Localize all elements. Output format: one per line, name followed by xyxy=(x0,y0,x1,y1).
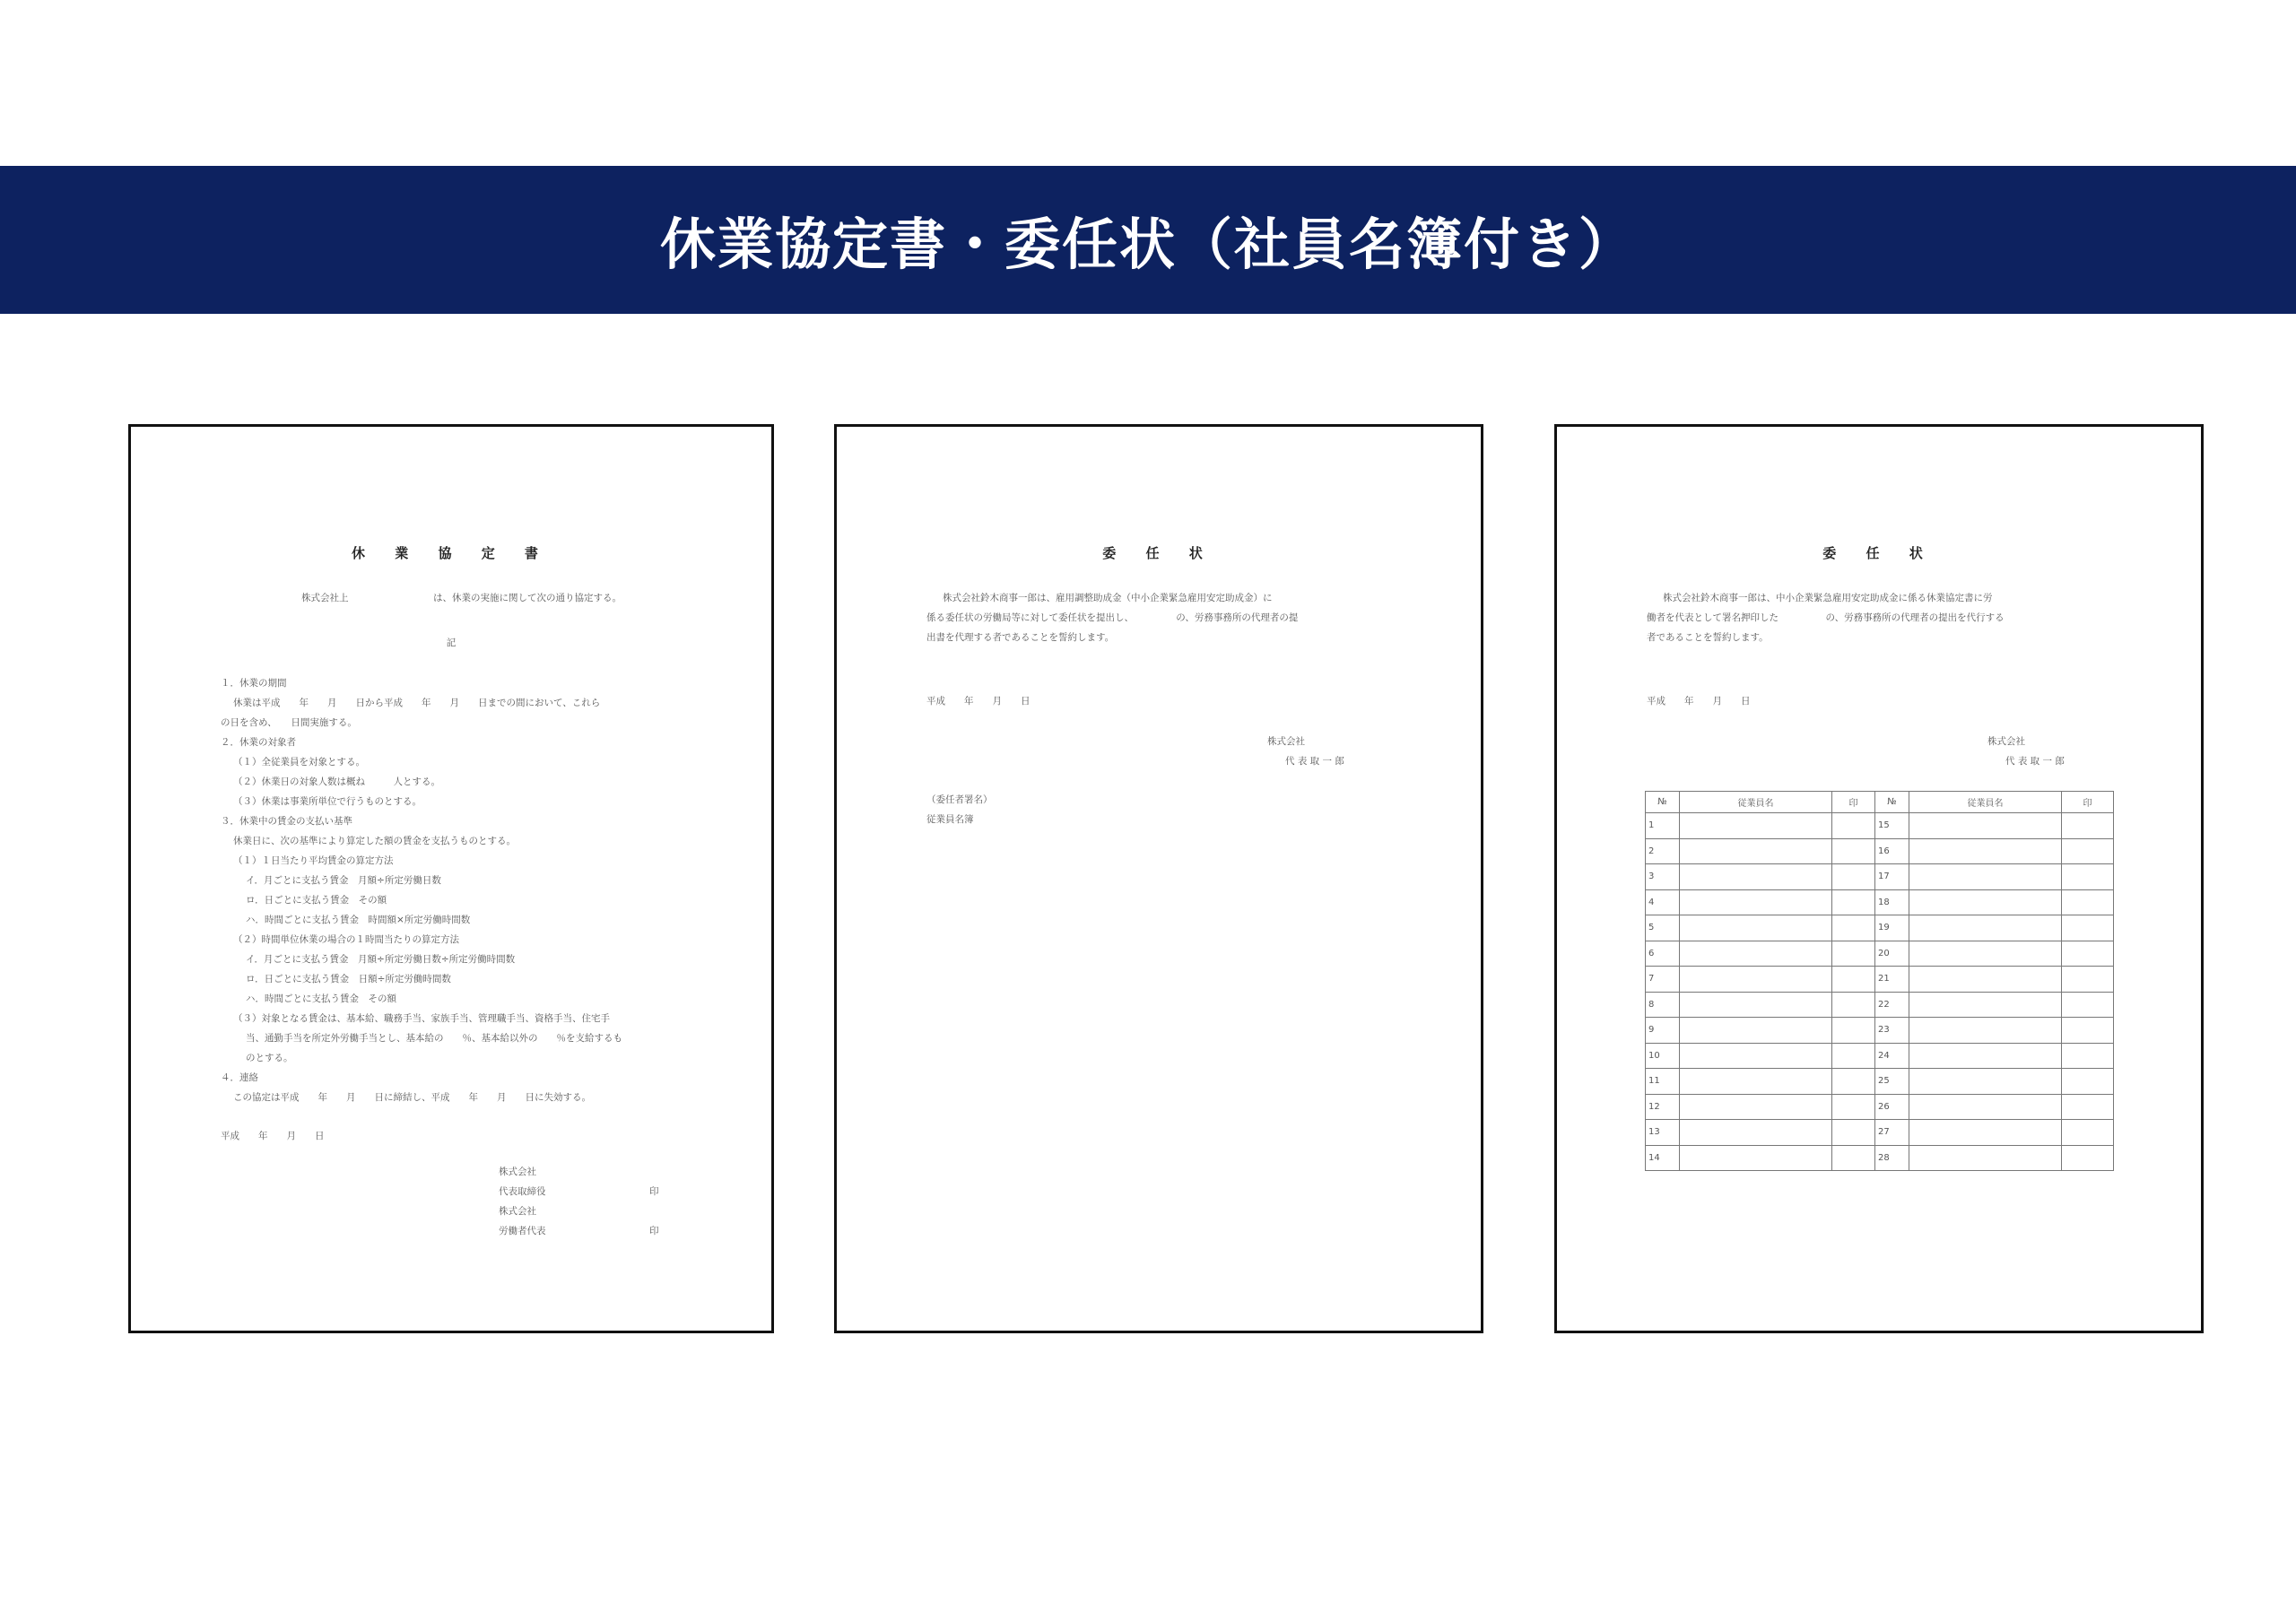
doc-text-line: 株式会社上 は、休業の実施に関して次の通り協定する。 xyxy=(301,593,622,603)
table-header-cell: 印 xyxy=(2062,792,2114,813)
document-thumbnail-kyugyo-kyoteisho[interactable] xyxy=(128,424,774,1333)
employee-roster-table xyxy=(1645,791,2114,1171)
doc-text-line: 係る委任状の労働局等に対して委任状を提出し、 の、労務事務所の代理者の提 xyxy=(926,612,1299,623)
employee-name-cell[interactable] xyxy=(1680,941,1832,967)
employee-name-cell[interactable] xyxy=(1680,1094,1832,1120)
table-row xyxy=(1646,1094,2114,1120)
employee-name-cell[interactable] xyxy=(1909,967,2062,993)
seal-cell[interactable] xyxy=(1832,941,1875,967)
row-number-cell: 20 xyxy=(1875,941,1909,967)
doc-text-line: この協定は平成 年 月 日に締結し、平成 年 月 日に失効する。 xyxy=(233,1092,591,1103)
employee-name-cell[interactable] xyxy=(1909,813,2062,839)
table-header-cell: 従業員名 xyxy=(1909,792,2062,813)
table-row xyxy=(1646,1043,2114,1069)
employee-name-cell[interactable] xyxy=(1909,889,2062,915)
doc-text-line: イ．月ごとに支払う賃金 月額÷所定労働日数 xyxy=(246,875,441,886)
seal-cell[interactable] xyxy=(1832,1120,1875,1146)
doc-text-line: 当、通勤手当を所定外労働手当とし、基本給の ％、基本給以外の ％を支給するも xyxy=(246,1033,622,1044)
doc-text-line: イ．月ごとに支払う賃金 月額÷所定労働日数÷所定労働時間数 xyxy=(246,954,516,965)
doc-text-line: （３）対象となる賃金は、基本給、職務手当、家族手当、管理職手当、資格手当、住宅手 xyxy=(233,1013,610,1024)
row-number-cell: 14 xyxy=(1646,1145,1680,1171)
seal-cell[interactable] xyxy=(2062,1043,2114,1069)
seal-cell[interactable] xyxy=(2062,889,2114,915)
doc-text-line: 平成 年 月 日 xyxy=(1647,696,1751,707)
header-banner xyxy=(0,166,2296,314)
seal-cell[interactable] xyxy=(2062,992,2114,1018)
doc-text-line: ４．連絡 xyxy=(221,1072,258,1083)
doc-text-line: 従業員名簿 xyxy=(926,814,974,825)
document-title: 休 業 協 定 書 xyxy=(352,545,551,561)
employee-name-cell[interactable] xyxy=(1909,1145,2062,1171)
seal-cell[interactable] xyxy=(1832,967,1875,993)
seal-cell[interactable] xyxy=(2062,915,2114,941)
doc-text-line: 労働者代表 印 xyxy=(499,1226,659,1236)
doc-text-line: 平成 年 月 日 xyxy=(926,696,1031,707)
employee-name-cell[interactable] xyxy=(1909,1018,2062,1044)
employee-name-cell[interactable] xyxy=(1680,864,1832,890)
employee-name-cell[interactable] xyxy=(1909,864,2062,890)
table-header-row xyxy=(1646,792,2114,813)
seal-cell[interactable] xyxy=(2062,813,2114,839)
row-number-cell: 7 xyxy=(1646,967,1680,993)
row-number-cell: 9 xyxy=(1646,1018,1680,1044)
table-row xyxy=(1646,915,2114,941)
doc-text-line: 株式会社鈴木商事一郎は、雇用調整助成金（中小企業緊急雇用安定助成金）に xyxy=(943,593,1273,603)
row-number-cell: 17 xyxy=(1875,864,1909,890)
table-row xyxy=(1646,1069,2114,1095)
row-number-cell: 22 xyxy=(1875,992,1909,1018)
employee-name-cell[interactable] xyxy=(1680,1069,1832,1095)
seal-cell[interactable] xyxy=(1832,1145,1875,1171)
table-header-cell: 従業員名 xyxy=(1680,792,1832,813)
doc-text-line: 株式会社 xyxy=(1267,736,1305,747)
doc-text-line: （２）時間単位休業の場合の１時間当たりの算定方法 xyxy=(233,934,459,945)
doc-text-line: （委任者署名） xyxy=(926,794,993,805)
row-number-cell: 16 xyxy=(1875,838,1909,864)
row-number-cell: 25 xyxy=(1875,1069,1909,1095)
employee-name-cell[interactable] xyxy=(1909,1120,2062,1146)
row-number-cell: 26 xyxy=(1875,1094,1909,1120)
row-number-cell: 28 xyxy=(1875,1145,1909,1171)
employee-name-cell[interactable] xyxy=(1680,1120,1832,1146)
table-header-cell: 印 xyxy=(1832,792,1875,813)
row-number-cell: 8 xyxy=(1646,992,1680,1018)
seal-cell[interactable] xyxy=(2062,1094,2114,1120)
doc-text-line: 代表取締役 印 xyxy=(499,1186,659,1197)
doc-text-line: 代 表 取 一 郎 xyxy=(2005,756,2065,767)
row-number-cell: 21 xyxy=(1875,967,1909,993)
employee-name-cell[interactable] xyxy=(1680,967,1832,993)
seal-cell[interactable] xyxy=(2062,1018,2114,1044)
table-header-cell: № xyxy=(1875,792,1909,813)
doc-text-line: のとする。 xyxy=(246,1053,293,1063)
employee-name-cell[interactable] xyxy=(1909,941,2062,967)
doc-text-line: ２．休業の対象者 xyxy=(221,737,296,748)
seal-cell[interactable] xyxy=(2062,1120,2114,1146)
employee-name-cell[interactable] xyxy=(1680,838,1832,864)
doc-text-line: 代 表 取 一 郎 xyxy=(1285,756,1344,767)
table-header-cell: № xyxy=(1646,792,1680,813)
table-body xyxy=(1646,813,2114,1171)
table-row xyxy=(1646,813,2114,839)
doc-text-line: 働者を代表として署名押印した の、労務事務所の代理者の提出を代行する xyxy=(1647,612,2005,623)
doc-text-line: 株式会社 xyxy=(499,1206,536,1217)
employee-name-cell[interactable] xyxy=(1909,838,2062,864)
document-thumbnail-ininjo-roster[interactable] xyxy=(1554,424,2204,1333)
row-number-cell: 5 xyxy=(1646,915,1680,941)
seal-cell[interactable] xyxy=(2062,838,2114,864)
seal-cell[interactable] xyxy=(2062,941,2114,967)
employee-name-cell[interactable] xyxy=(1909,1094,2062,1120)
employee-name-cell[interactable] xyxy=(1909,915,2062,941)
row-number-cell: 10 xyxy=(1646,1043,1680,1069)
row-number-cell: 2 xyxy=(1646,838,1680,864)
document-thumbnail-ininjo[interactable] xyxy=(834,424,1483,1333)
employee-name-cell[interactable] xyxy=(1680,813,1832,839)
document-title: 委 任 状 xyxy=(1822,545,1935,561)
doc-text-line: 記 xyxy=(446,638,457,648)
table-row xyxy=(1646,864,2114,890)
employee-name-cell[interactable] xyxy=(1680,889,1832,915)
doc-text-line: ハ．時間ごとに支払う賃金 その額 xyxy=(246,993,396,1004)
row-number-cell: 24 xyxy=(1875,1043,1909,1069)
table-row xyxy=(1646,889,2114,915)
row-number-cell: 4 xyxy=(1646,889,1680,915)
employee-name-cell[interactable] xyxy=(1680,1018,1832,1044)
employee-name-cell[interactable] xyxy=(1680,915,1832,941)
table-row xyxy=(1646,967,2114,993)
table-row xyxy=(1646,941,2114,967)
seal-cell[interactable] xyxy=(1832,864,1875,890)
row-number-cell: 13 xyxy=(1646,1120,1680,1146)
doc-text-line: ３．休業中の賃金の支払い基準 xyxy=(221,816,352,827)
doc-text-line: ハ．時間ごとに支払う賃金 時間額×所定労働時間数 xyxy=(246,915,471,925)
doc-text-line: ロ．日ごとに支払う賃金 日額÷所定労働時間数 xyxy=(246,974,451,984)
seal-cell[interactable] xyxy=(1832,813,1875,839)
employee-name-cell[interactable] xyxy=(1680,992,1832,1018)
seal-cell[interactable] xyxy=(1832,889,1875,915)
seal-cell[interactable] xyxy=(1832,992,1875,1018)
table-row xyxy=(1646,1145,2114,1171)
doc-text-line: 出書を代理する者であることを誓約します。 xyxy=(926,632,1115,643)
row-number-cell: 6 xyxy=(1646,941,1680,967)
row-number-cell: 18 xyxy=(1875,889,1909,915)
page-title: 休業協定書・委任状（社員名簿付き） xyxy=(659,212,1636,277)
doc-text-line: 株式会社 xyxy=(1987,736,2025,747)
row-number-cell: 12 xyxy=(1646,1094,1680,1120)
employee-name-cell[interactable] xyxy=(1680,1043,1832,1069)
doc-text-line: （１）全従業員を対象とする。 xyxy=(233,757,365,768)
seal-cell[interactable] xyxy=(2062,967,2114,993)
row-number-cell: 3 xyxy=(1646,864,1680,890)
row-number-cell: 15 xyxy=(1875,813,1909,839)
seal-cell[interactable] xyxy=(1832,1069,1875,1095)
employee-name-cell[interactable] xyxy=(1909,1069,2062,1095)
employee-name-cell[interactable] xyxy=(1680,1145,1832,1171)
seal-cell[interactable] xyxy=(1832,1094,1875,1120)
row-number-cell: 11 xyxy=(1646,1069,1680,1095)
table-row xyxy=(1646,1120,2114,1146)
seal-cell[interactable] xyxy=(1832,838,1875,864)
seal-cell[interactable] xyxy=(2062,1145,2114,1171)
doc-text-line: 平成 年 月 日 xyxy=(221,1131,325,1141)
seal-cell[interactable] xyxy=(1832,1043,1875,1069)
table-row xyxy=(1646,992,2114,1018)
employee-name-cell[interactable] xyxy=(1909,992,2062,1018)
row-number-cell: 23 xyxy=(1875,1018,1909,1044)
doc-text-line: （２）休業日の対象人数は概ね 人とする。 xyxy=(233,776,440,787)
row-number-cell: 19 xyxy=(1875,915,1909,941)
doc-text-line: （３）休業は事業所単位で行うものとする。 xyxy=(233,796,422,807)
table-row xyxy=(1646,838,2114,864)
doc-text-line: 株式会社鈴木商事一郎は、中小企業緊急雇用安定助成金に係る休業協定書に労 xyxy=(1663,593,1993,603)
seal-cell[interactable] xyxy=(1832,915,1875,941)
seal-cell[interactable] xyxy=(2062,1069,2114,1095)
seal-cell[interactable] xyxy=(2062,864,2114,890)
doc-text-line: 者であることを誓約します。 xyxy=(1647,632,1769,643)
doc-text-line: 休業日に、次の基準により算定した額の賃金を支払うものとする。 xyxy=(233,836,516,846)
employee-name-cell[interactable] xyxy=(1909,1043,2062,1069)
doc-text-line: 休業は平成 年 月 日から平成 年 月 日までの間において、これら xyxy=(233,698,601,708)
row-number-cell: 27 xyxy=(1875,1120,1909,1146)
table-row xyxy=(1646,1018,2114,1044)
document-title: 委 任 状 xyxy=(1102,545,1215,561)
seal-cell[interactable] xyxy=(1832,1018,1875,1044)
doc-text-line: ロ．日ごとに支払う賃金 その額 xyxy=(246,895,387,906)
doc-text-line: 株式会社 xyxy=(499,1167,536,1177)
doc-text-line: （１）１日当たり平均賃金の算定方法 xyxy=(233,855,394,866)
doc-text-line: の日を含め、 日間実施する。 xyxy=(221,717,357,728)
row-number-cell: 1 xyxy=(1646,813,1680,839)
doc-text-line: １．休業の期間 xyxy=(221,678,287,689)
